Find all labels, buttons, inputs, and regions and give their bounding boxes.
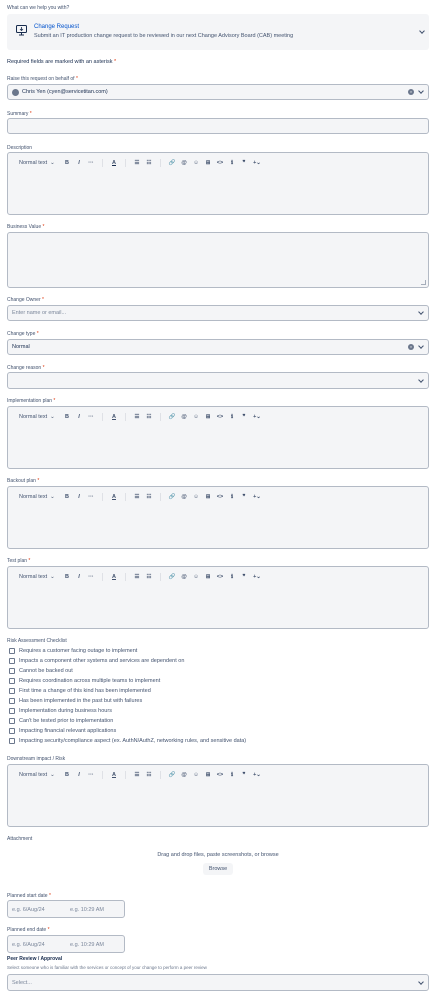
description-label: Description — [7, 145, 33, 151]
text-style-dropdown[interactable]: Normal text ⌄ — [19, 414, 61, 420]
summary-label: Summary * — [7, 111, 32, 117]
start-time-input[interactable]: e.g. 10:29 AM — [70, 907, 104, 913]
code-icon[interactable]: <> — [216, 413, 224, 420]
insert-icon[interactable]: +⌄ — [253, 573, 261, 580]
checkbox-label: Requires coordination across multiple teams to implement — [19, 678, 161, 684]
checkbox-label: Impacting financial relevant applications — [19, 728, 117, 734]
bullet-list-icon[interactable]: ☰ — [134, 493, 140, 500]
checkbox[interactable] — [9, 688, 15, 694]
change-owner-label: Change Owner * — [7, 297, 44, 303]
italic-icon[interactable]: I — [78, 771, 80, 778]
divider — [160, 771, 161, 779]
end-date-input[interactable]: e.g. 6/Aug/24 — [12, 942, 45, 948]
mention-icon[interactable]: @ — [181, 573, 187, 580]
change-reason-select[interactable] — [7, 372, 429, 389]
end-date-picker[interactable] — [7, 935, 125, 953]
italic-icon[interactable]: I — [78, 413, 80, 420]
divider — [125, 771, 126, 779]
quote-icon[interactable]: ❞ — [242, 159, 246, 166]
checkbox[interactable] — [9, 718, 15, 724]
end-date-label: Planned end date * — [7, 927, 50, 933]
test-plan-editor[interactable] — [7, 566, 429, 629]
clear-icon[interactable]: × — [409, 89, 413, 94]
checkbox-label: Impacting security/compliance aspect (ex. AuthN/AuthZ, networking rules, and sensitive data) — [19, 738, 247, 744]
test-plan-label: Test plan * — [7, 558, 31, 564]
insert-icon[interactable]: +⌄ — [253, 493, 261, 500]
checkbox-label: Cannot be backed out — [19, 668, 73, 674]
quote-icon[interactable]: ❞ — [242, 573, 246, 580]
checkbox[interactable] — [9, 658, 15, 664]
downstream-editor[interactable] — [7, 764, 429, 827]
implementation-plan-label: Implementation plan * — [7, 398, 56, 404]
avatar — [12, 89, 19, 96]
bold-icon[interactable]: B — [65, 413, 69, 420]
editor-toolbar — [19, 769, 264, 780]
numbered-list-icon[interactable]: ☷ — [146, 573, 152, 580]
more-formatting-icon[interactable]: ··· — [88, 573, 94, 580]
more-formatting-icon[interactable]: ··· — [88, 159, 94, 166]
text-color-icon[interactable]: A — [112, 771, 116, 778]
insert-icon[interactable]: +⌄ — [253, 159, 261, 166]
table-icon[interactable]: ⊞ — [205, 159, 211, 166]
quote-icon[interactable]: ❞ — [242, 771, 246, 778]
chevron-down-icon[interactable] — [418, 309, 424, 315]
more-formatting-icon[interactable]: ··· — [88, 413, 94, 420]
more-formatting-icon[interactable]: ··· — [88, 771, 94, 778]
divider — [125, 573, 126, 581]
request-type-question: What can we help you with? — [7, 5, 70, 11]
link-icon[interactable]: 🔗 — [168, 771, 176, 778]
mention-icon[interactable]: @ — [181, 413, 187, 420]
mention-icon[interactable]: @ — [181, 493, 187, 500]
mention-icon[interactable]: @ — [181, 771, 187, 778]
table-icon[interactable]: ⊞ — [205, 573, 211, 580]
risk-checkbox[interactable] — [9, 737, 246, 745]
editor-toolbar — [19, 157, 264, 168]
chevron-down-icon[interactable] — [418, 88, 424, 94]
checkbox[interactable] — [9, 668, 15, 674]
bullet-list-icon[interactable]: ☰ — [134, 771, 140, 778]
risk-checkbox[interactable] — [9, 667, 73, 675]
checkbox[interactable] — [9, 738, 15, 744]
numbered-list-icon[interactable]: ☷ — [146, 159, 152, 166]
attachment-dropzone[interactable] — [7, 844, 429, 884]
checkbox-label: Impacts a component other systems and services are dependent on — [19, 658, 185, 664]
downstream-label: Downstream impact / Risk — [7, 756, 66, 762]
divider — [160, 159, 161, 167]
change-type-value: Normal — [12, 344, 30, 350]
emoji-icon[interactable]: ☺ — [193, 413, 199, 420]
divider — [160, 413, 161, 421]
bullet-list-icon[interactable]: ☰ — [134, 159, 140, 166]
text-style-dropdown[interactable]: Normal text ⌄ — [19, 160, 61, 166]
code-icon[interactable]: <> — [216, 493, 224, 500]
divider — [160, 493, 161, 501]
request-type-description: Submit an IT production change request to be reviewed in our next Change Advisory Board (CAB) meeting — [34, 33, 294, 39]
emoji-icon[interactable]: ☺ — [193, 493, 199, 500]
dropzone-text: Drag and drop files, paste screenshots, or browse — [157, 852, 279, 858]
insert-icon[interactable]: +⌄ — [253, 771, 261, 778]
code-icon[interactable]: <> — [216, 573, 224, 580]
text-color-icon[interactable]: A — [112, 413, 116, 420]
business-value-textarea[interactable] — [7, 232, 429, 288]
text-color-icon[interactable]: A — [112, 493, 116, 500]
info-icon[interactable]: ℹ — [230, 573, 234, 580]
change-type-select[interactable] — [7, 339, 429, 355]
chevron-down-icon[interactable] — [418, 343, 424, 349]
risk-checkbox[interactable] — [9, 657, 184, 665]
request-type-card[interactable] — [7, 14, 429, 50]
divider — [102, 413, 103, 421]
peer-review-help: Select someone who is familiar with the services or concept of your change to perform a peer review — [7, 965, 207, 970]
divider — [160, 573, 161, 581]
checkbox-label: Implementation during business hours — [19, 708, 112, 714]
link-icon[interactable]: 🔗 — [168, 413, 176, 420]
change-owner-placeholder: Enter name or email... — [12, 310, 67, 316]
checkbox[interactable] — [9, 698, 15, 704]
bullet-list-icon[interactable]: ☰ — [134, 573, 140, 580]
info-icon[interactable]: ℹ — [230, 413, 234, 420]
risk-checkbox[interactable] — [9, 647, 137, 655]
start-date-label: Planned start date * — [7, 893, 51, 899]
editor-toolbar — [19, 491, 264, 502]
divider — [102, 771, 103, 779]
quote-icon[interactable]: ❞ — [242, 413, 246, 420]
risk-checkbox[interactable] — [9, 727, 116, 735]
code-icon[interactable]: <> — [216, 159, 224, 166]
italic-icon[interactable]: I — [78, 493, 80, 500]
risk-checkbox[interactable] — [9, 677, 160, 685]
divider — [125, 413, 126, 421]
italic-icon[interactable]: I — [78, 573, 80, 580]
request-type-title[interactable]: Change Request — [34, 24, 80, 30]
end-time-input[interactable]: e.g. 10:29 AM — [70, 942, 104, 948]
peer-review-select[interactable] — [7, 974, 429, 991]
italic-icon[interactable]: I — [78, 159, 80, 166]
table-icon[interactable]: ⊞ — [205, 771, 211, 778]
code-icon[interactable]: <> — [216, 771, 224, 778]
summary-input[interactable] — [7, 118, 429, 134]
text-style-dropdown[interactable]: Normal text ⌄ — [19, 574, 61, 580]
text-color-icon[interactable]: A — [112, 573, 116, 580]
insert-icon[interactable]: +⌄ — [253, 413, 261, 420]
start-date-picker[interactable] — [7, 900, 125, 918]
browse-button[interactable]: Browse — [203, 863, 233, 875]
change-owner-select[interactable] — [7, 305, 429, 321]
checkbox-label: First time a change of this kind has been implemented — [19, 688, 151, 694]
checkbox[interactable] — [9, 678, 15, 684]
required-note: Required fields are marked with an asterisk * — [7, 59, 117, 65]
on-behalf-label: Raise this request on behalf of * — [7, 76, 78, 82]
peer-review-placeholder: Select... — [12, 980, 32, 986]
divider — [102, 159, 103, 167]
info-icon[interactable]: ℹ — [230, 771, 234, 778]
numbered-list-icon[interactable]: ☷ — [146, 493, 152, 500]
bold-icon[interactable]: B — [65, 493, 69, 500]
link-icon[interactable]: 🔗 — [168, 493, 176, 500]
chevron-down-icon[interactable] — [418, 377, 424, 383]
text-style-dropdown[interactable]: Normal text ⌄ — [19, 772, 61, 778]
more-formatting-icon[interactable]: ··· — [88, 493, 94, 500]
text-style-dropdown[interactable]: Normal text ⌄ — [19, 494, 61, 500]
table-icon[interactable]: ⊞ — [205, 413, 211, 420]
bold-icon[interactable]: B — [65, 771, 69, 778]
description-editor[interactable] — [7, 152, 429, 215]
backout-plan-label: Backout plan * — [7, 478, 40, 484]
chevron-down-icon[interactable] — [418, 979, 424, 985]
clear-icon[interactable]: × — [409, 344, 413, 349]
attachment-label: Attachment — [7, 836, 33, 842]
divider — [102, 573, 103, 581]
implementation-plan-editor[interactable] — [7, 406, 429, 469]
divider — [102, 493, 103, 501]
editor-toolbar — [19, 571, 264, 582]
info-icon[interactable]: ℹ — [230, 159, 234, 166]
text-color-icon[interactable]: A — [112, 159, 116, 166]
monitor-icon — [16, 25, 27, 36]
risk-checkbox[interactable] — [9, 697, 142, 705]
peer-review-label: Peer Review / Approval — [7, 956, 63, 962]
divider — [125, 493, 126, 501]
numbered-list-icon[interactable]: ☷ — [146, 771, 152, 778]
bullet-list-icon[interactable]: ☰ — [134, 413, 140, 420]
checkbox-label: Has been implemented in the past but with failures — [19, 698, 143, 704]
bold-icon[interactable]: B — [65, 159, 69, 166]
link-icon[interactable]: 🔗 — [168, 159, 176, 166]
risk-checkbox[interactable] — [9, 707, 112, 715]
change-reason-label: Change reason * — [7, 365, 45, 371]
risk-checkbox[interactable] — [9, 717, 113, 725]
emoji-icon[interactable]: ☺ — [193, 159, 199, 166]
checkbox-label: Can't be tested prior to implementation — [19, 718, 114, 724]
chevron-down-icon[interactable] — [419, 28, 425, 34]
risk-checkbox[interactable] — [9, 687, 151, 695]
checkbox[interactable] — [9, 728, 15, 734]
link-icon[interactable]: 🔗 — [168, 573, 176, 580]
divider — [125, 159, 126, 167]
backout-plan-editor[interactable] — [7, 486, 429, 549]
on-behalf-select[interactable] — [7, 84, 429, 100]
checkbox[interactable] — [9, 648, 15, 654]
risk-checklist-label: Risk Assessment Checklist — [7, 638, 67, 644]
mention-icon[interactable]: @ — [181, 159, 187, 166]
emoji-icon[interactable]: ☺ — [193, 771, 199, 778]
emoji-icon[interactable]: ☺ — [193, 573, 199, 580]
business-value-label: Business Value * — [7, 224, 45, 230]
table-icon[interactable]: ⊞ — [205, 493, 211, 500]
info-icon[interactable]: ℹ — [230, 493, 234, 500]
editor-toolbar — [19, 411, 264, 422]
checkbox-label: Requires a customer facing outage to implement — [19, 648, 138, 654]
start-date-input[interactable]: e.g. 6/Aug/24 — [12, 907, 45, 913]
numbered-list-icon[interactable]: ☷ — [146, 413, 152, 420]
change-type-label: Change type * — [7, 331, 39, 337]
on-behalf-value: Chris Yen (cyen@servicetitan.com) — [22, 89, 108, 95]
resize-handle[interactable] — [421, 280, 426, 285]
bold-icon[interactable]: B — [65, 573, 69, 580]
quote-icon[interactable]: ❞ — [242, 493, 246, 500]
checkbox[interactable] — [9, 708, 15, 714]
